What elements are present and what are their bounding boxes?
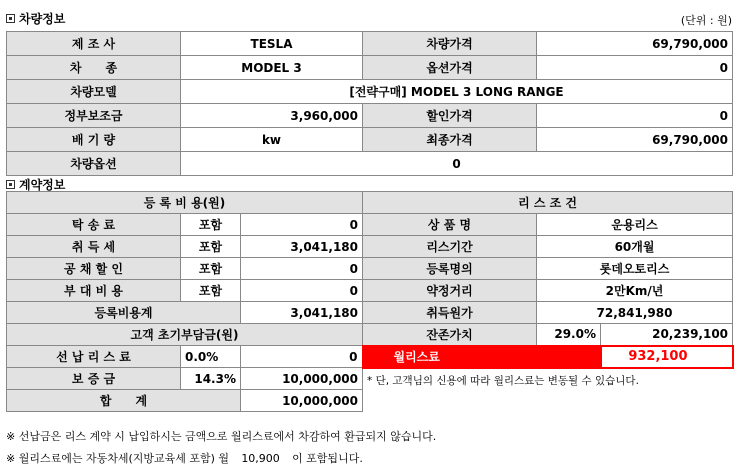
reg-row-incl: 포함 — [181, 236, 241, 258]
reg-cost-header: 등 록 비 용(원) — [7, 192, 363, 214]
price-label: 차량가격 — [363, 32, 537, 56]
reg-row-label: 탁 송 료 — [7, 214, 181, 236]
prepay-label: 선 납 리 스 료 — [7, 346, 181, 368]
vehicle-section-header — [6, 10, 65, 27]
option-price-value: 0 — [537, 56, 733, 80]
initial-payment-header: 고객 초기부담금(원) — [7, 324, 363, 346]
contract-section-title: 계약정보 — [19, 178, 66, 192]
total-value: 10,000,000 — [241, 390, 363, 412]
reg-row-value: 0 — [241, 280, 363, 302]
square-bullet-icon — [6, 180, 15, 189]
reg-row-label: 취 득 세 — [7, 236, 181, 258]
lease-row-value: 72,841,980 — [537, 302, 733, 324]
prepay-pct: 0.0% — [181, 346, 241, 368]
reg-row-incl: 포함 — [181, 258, 241, 280]
reg-total-value: 3,041,180 — [241, 302, 363, 324]
vehicle-section-title: 차량정보 — [19, 12, 66, 26]
lease-row-label: 약정거리 — [363, 280, 537, 302]
unit-label: (단위 : 원) — [680, 14, 732, 27]
price-value: 69,790,000 — [537, 32, 733, 56]
reg-row-incl: 포함 — [181, 280, 241, 302]
footnote-tax-prefix: ※ 월리스료에는 자동차세(지방교육세 포함) 월 — [6, 452, 230, 465]
lease-row-value: 롯데오토리스 — [537, 258, 733, 280]
deposit-value: 10,000,000 — [241, 368, 363, 390]
lease-row-label: 취득원가 — [363, 302, 537, 324]
vehicle-info-table — [6, 31, 733, 176]
type-value: MODEL 3 — [181, 56, 363, 80]
discount-value: 0 — [537, 104, 733, 128]
reg-row-label: 부 대 비 용 — [7, 280, 181, 302]
lease-row-value: 60개월 — [537, 236, 733, 258]
monthly-lease-label: 월리스료 — [363, 346, 601, 368]
prepay-value: 0 — [241, 346, 363, 368]
final-price-value: 69,790,000 — [537, 128, 733, 152]
residual-pct: 29.0% — [537, 324, 601, 346]
option-price-label: 옵션가격 — [363, 56, 537, 80]
displacement-label: 배 기 량 — [7, 128, 181, 152]
reg-row-value: 0 — [241, 258, 363, 280]
footnote-tax — [6, 450, 363, 466]
subsidy-label: 정부보조금 — [7, 104, 181, 128]
final-price-label: 최종가격 — [363, 128, 537, 152]
reg-row-value: 3,041,180 — [241, 236, 363, 258]
residual-value: 20,239,100 — [601, 324, 733, 346]
reg-row-label: 공 채 할 인 — [7, 258, 181, 280]
deposit-pct: 14.3% — [181, 368, 241, 390]
credit-note: * 단, 고객님의 신용에 따라 월리스료는 변동될 수 있습니다. — [367, 374, 639, 387]
discount-label: 할인가격 — [363, 104, 537, 128]
reg-row-value: 0 — [241, 214, 363, 236]
maker-value: TESLA — [181, 32, 363, 56]
footnote-tax-suffix: 이 포함됩니다. — [292, 452, 363, 465]
lease-terms-header: 리 스 조 건 — [363, 192, 733, 214]
deposit-label: 보 증 금 — [7, 368, 181, 390]
contract-info-table — [6, 191, 734, 412]
type-label: 차 종 — [7, 56, 181, 80]
lease-row-label: 리스기간 — [363, 236, 537, 258]
square-bullet-icon — [6, 14, 15, 23]
maker-label: 제 조 사 — [7, 32, 181, 56]
total-label: 합 계 — [7, 390, 241, 412]
lease-row-value: 운용리스 — [537, 214, 733, 236]
residual-label: 잔존가치 — [363, 324, 537, 346]
lease-row-label: 등록명의 — [363, 258, 537, 280]
model-value: [전략구매] MODEL 3 LONG RANGE — [181, 80, 733, 104]
model-label: 차량모델 — [7, 80, 181, 104]
options-value: 0 — [181, 152, 733, 176]
lease-row-label: 상 품 명 — [363, 214, 537, 236]
footnote-prepayment: ※ 선납금은 리스 계약 시 납입하시는 금액으로 월리스료에서 차감하여 환급되지 않습니다. — [6, 430, 437, 443]
monthly-lease-value: 932,100 — [601, 346, 733, 368]
subsidy-value: 3,960,000 — [181, 104, 363, 128]
displacement-value: kw — [181, 128, 363, 152]
reg-total-label: 등록비용계 — [7, 302, 241, 324]
reg-row-incl: 포함 — [181, 214, 241, 236]
footnote-tax-value: 10,900 — [241, 452, 280, 465]
options-label: 차량옵션 — [7, 152, 181, 176]
lease-row-value: 2만Km/년 — [537, 280, 733, 302]
